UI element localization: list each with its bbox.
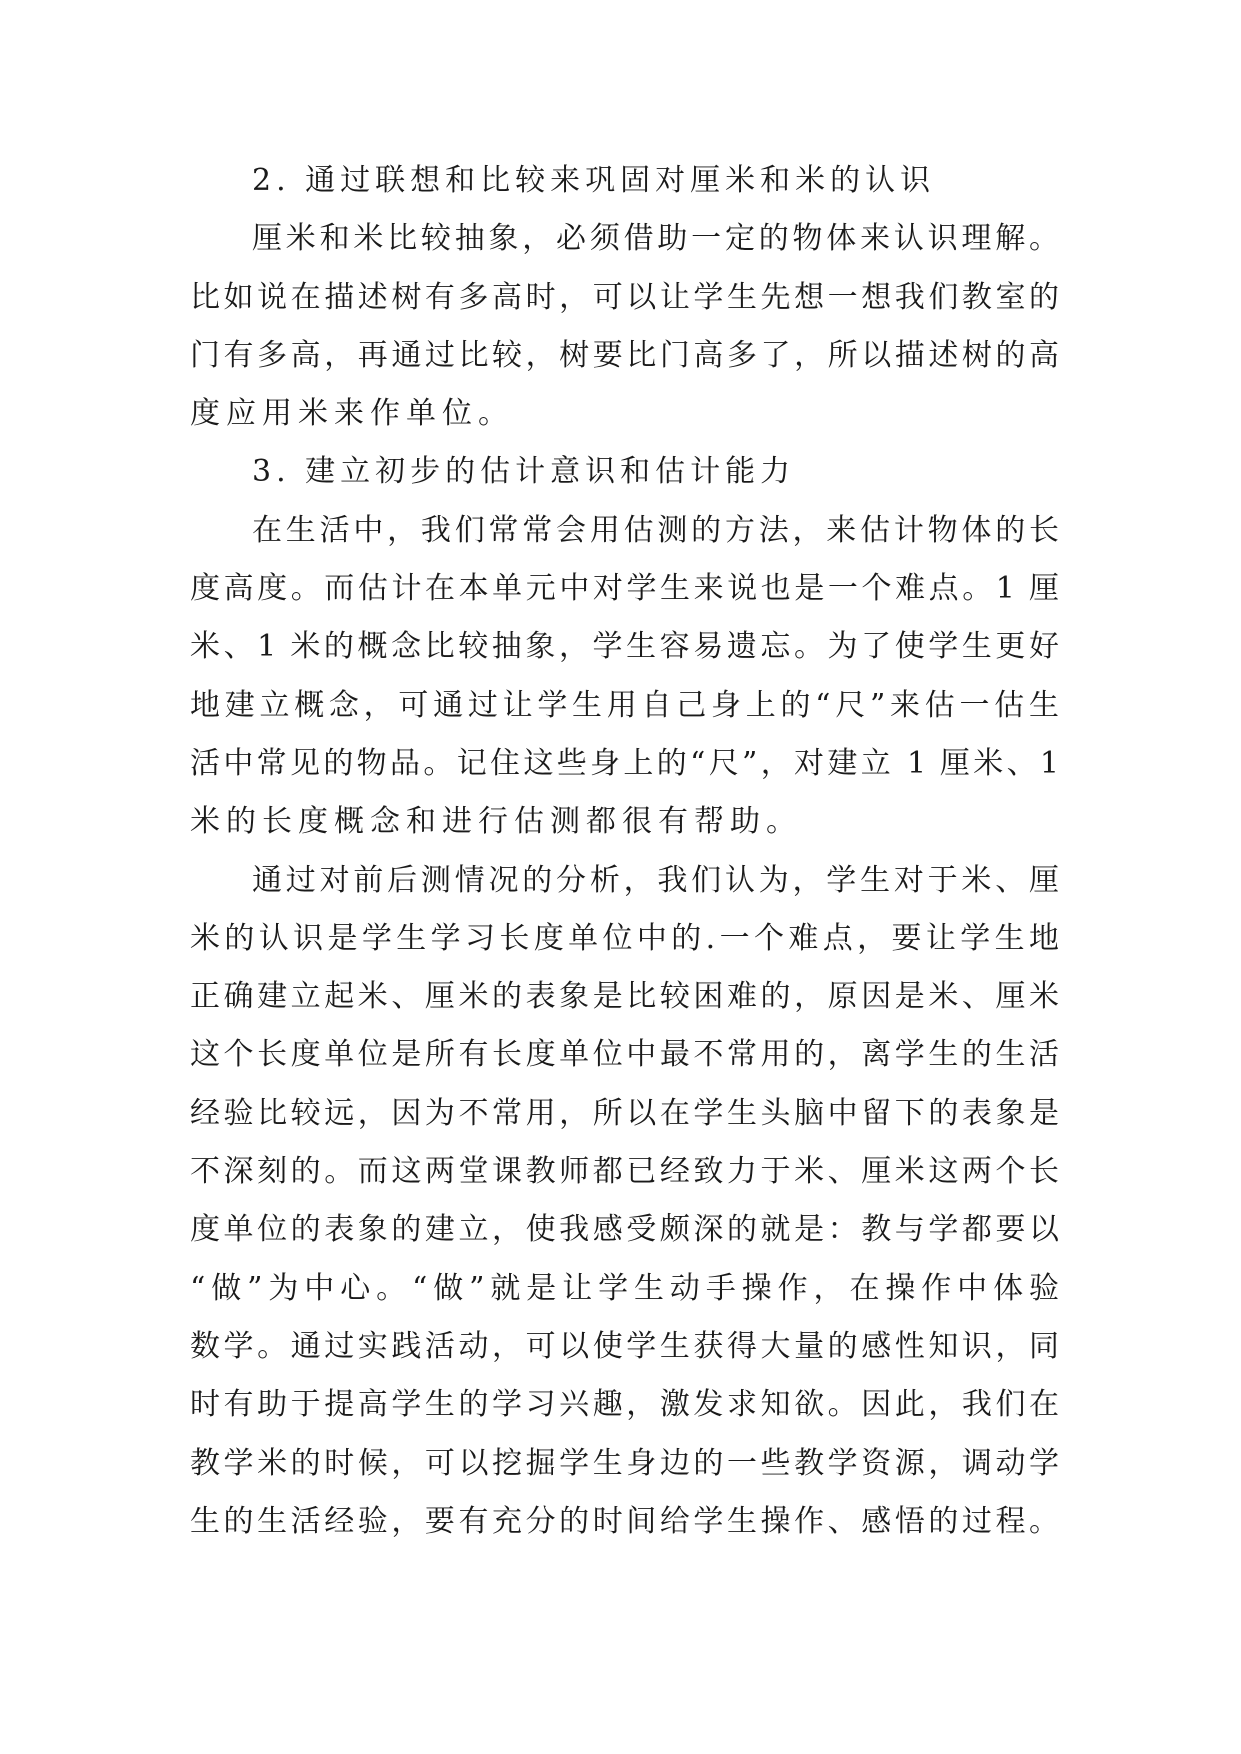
paragraph-line: 米、1 米的概念比较抽象，学生容易遗忘。为了使学生更好 bbox=[190, 629, 1060, 665]
paragraph-line: 经验比较远，因为不常用，所以在学生头脑中留下的表象是 bbox=[190, 1095, 1060, 1131]
paragraph-line: 度单位的表象的建立，使我感受颇深的就是：教与学都要以 bbox=[190, 1212, 1060, 1248]
paragraph-line: 米的长度概念和进行估测都很有帮助。 bbox=[190, 804, 802, 840]
heading-line: 2. 通过联想和比较来巩固对厘米和米的认识 bbox=[252, 163, 936, 198]
paragraph-line: 米的认识是学生学习长度单位中的.一个难点，要让学生地 bbox=[190, 920, 1060, 956]
paragraph-line: 度应用米来作单位。 bbox=[190, 396, 514, 432]
paragraph-line: 地建立概念，可通过让学生用自己身上的“尺”来估一估生 bbox=[190, 687, 1060, 723]
heading-3 bbox=[190, 443, 1060, 501]
paragraph-line: 这个长度单位是所有长度单位中最不常用的，离学生的生活 bbox=[190, 1037, 1060, 1073]
document-page bbox=[190, 152, 1060, 1551]
paragraph-line: 正确建立起米、厘米的表象是比较困难的，原因是米、厘米 bbox=[190, 979, 1060, 1015]
paragraph-line: 教学米的时候，可以挖掘学生身边的一些教学资源，调动学 bbox=[190, 1445, 1060, 1481]
paragraph-3 bbox=[190, 852, 1060, 1552]
heading-2 bbox=[190, 152, 1060, 210]
paragraph-1 bbox=[190, 210, 1060, 443]
paragraph-line: 在生活中，我们常常会用估测的方法，来估计物体的长 bbox=[252, 512, 1060, 548]
paragraph-line: 度高度。而估计在本单元中对学生来说也是一个难点。1 厘 bbox=[190, 571, 1060, 607]
paragraph-line: 活中常见的物品。记住这些身上的“尺”，对建立 1 厘米、1 bbox=[190, 745, 1060, 781]
paragraph-line: “做”为中心。“做”就是让学生动手操作，在操作中体验 bbox=[190, 1270, 1060, 1306]
paragraph-line: 比如说在描述树有多高时，可以让学生先想一想我们教室的 bbox=[190, 279, 1060, 315]
paragraph-line: 厘米和米比较抽象，必须借助一定的物体来认识理解。 bbox=[252, 221, 1060, 257]
paragraph-line: 数学。通过实践活动，可以使学生获得大量的感性知识，同 bbox=[190, 1328, 1060, 1364]
paragraph-line: 不深刻的。而这两堂课教师都已经致力于米、厘米这两个长 bbox=[190, 1154, 1060, 1190]
paragraph-line: 门有多高，再通过比较，树要比门高多了，所以描述树的高 bbox=[190, 337, 1060, 373]
paragraph-line: 生的生活经验，要有充分的时间给学生操作、感悟的过程。 bbox=[190, 1503, 1060, 1539]
paragraph-2 bbox=[190, 502, 1060, 852]
paragraph-line: 通过对前后测情况的分析，我们认为，学生对于米、厘 bbox=[252, 862, 1060, 898]
paragraph-line: 时有助于提高学生的学习兴趣，激发求知欲。因此，我们在 bbox=[190, 1387, 1060, 1423]
heading-line: 3. 建立初步的估计意识和估计能力 bbox=[252, 454, 796, 490]
